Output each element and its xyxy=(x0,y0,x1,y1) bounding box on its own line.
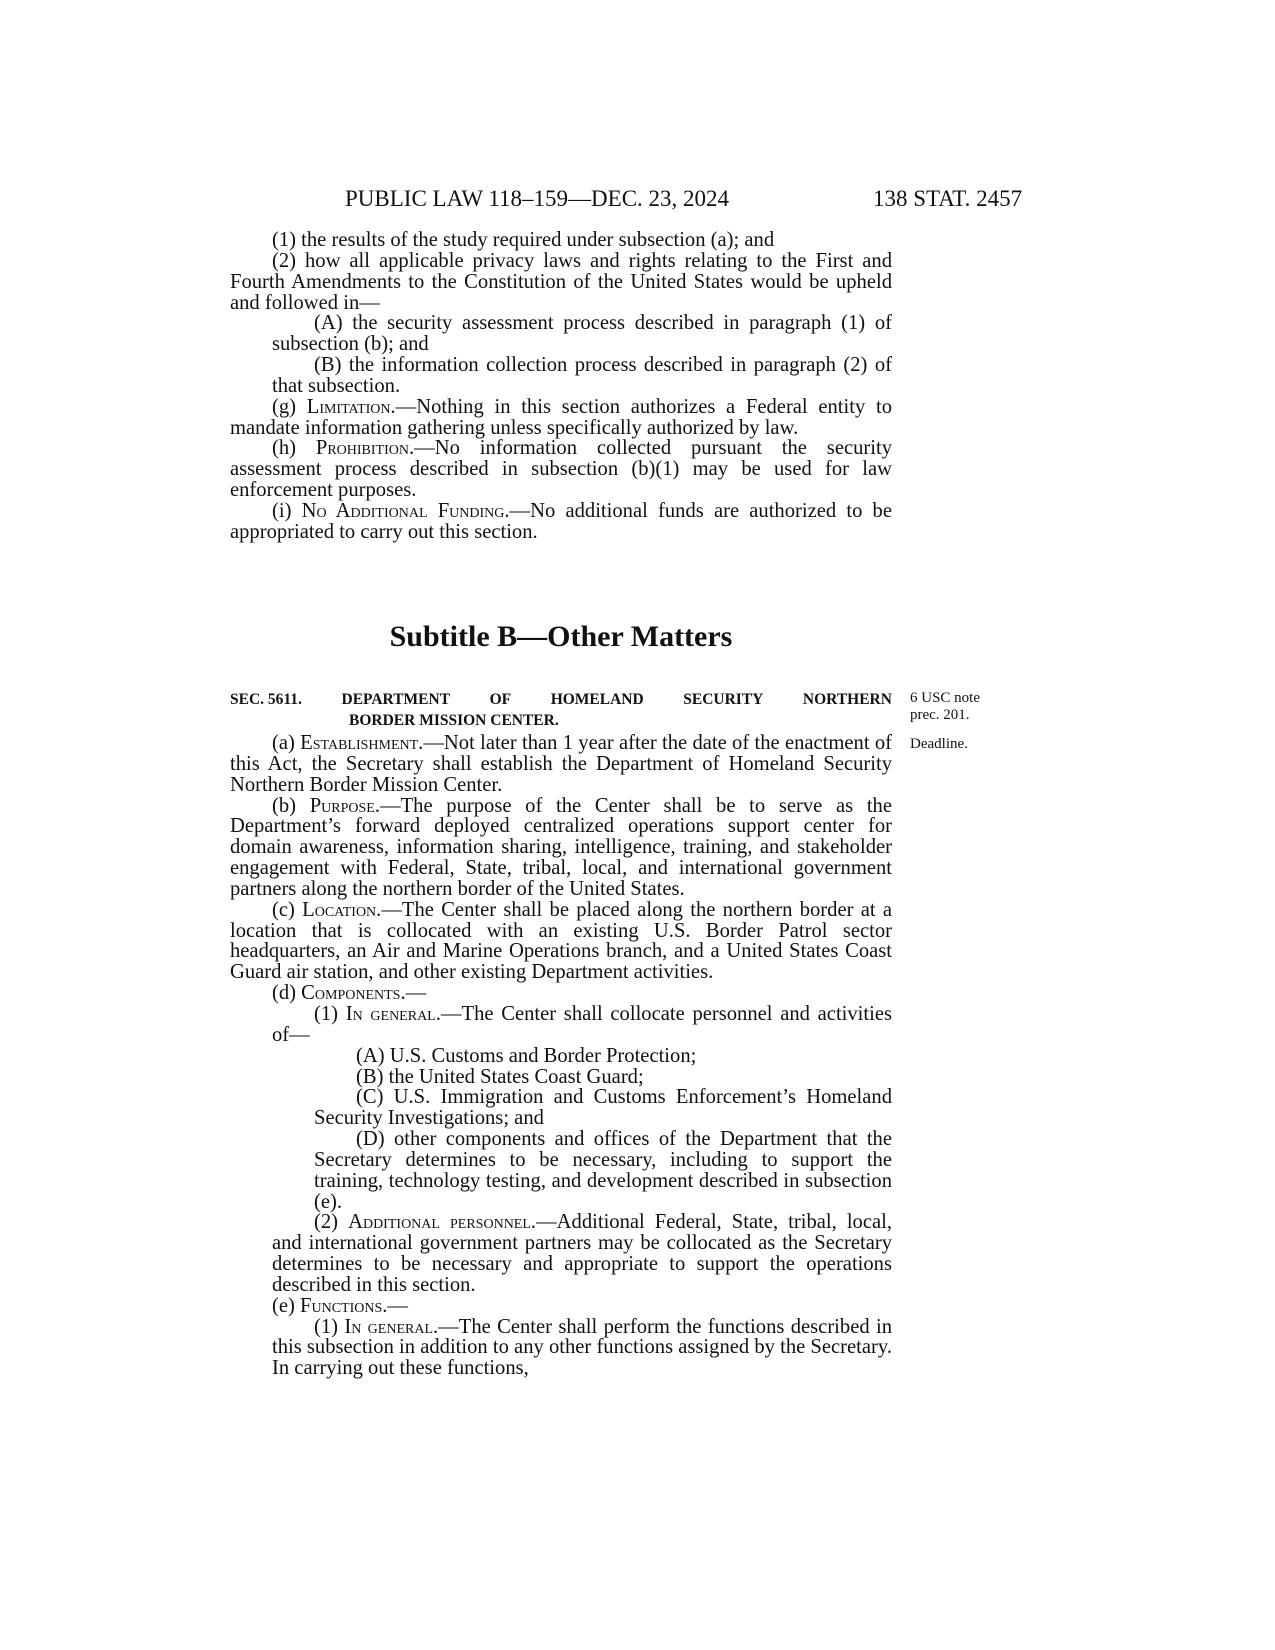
section-heading xyxy=(230,690,892,732)
paragraph-f2: (2) how all applicable privacy laws and rights relating to the First and Fourth Amendments to the Constitution of the United States would be upheld and followed in— xyxy=(230,249,892,314)
deadline-margin-note: Deadline. xyxy=(910,736,968,752)
section-title-word: NORTHERN xyxy=(802,691,892,708)
paragraph-heading: In general. xyxy=(344,1315,439,1338)
subsection-heading: Establishment. xyxy=(300,732,424,754)
paragraph-text: —The Center shall collocate personnel and activities of— xyxy=(272,1002,893,1046)
paragraph-heading: Additional personnel. xyxy=(348,1211,537,1234)
subparagraph-f-b: (B) the information collection process described in paragraph (2) of that subsection. xyxy=(272,354,892,397)
subsection-a xyxy=(230,733,892,796)
subsection-text: — xyxy=(387,1294,408,1317)
subsection-c xyxy=(230,900,892,983)
section-title-word: DEPARTMENT xyxy=(341,691,451,708)
section-body-text xyxy=(230,733,892,1379)
subsection-text: —No additional funds are authorized to be appropriated to carry out this section. xyxy=(230,499,892,543)
subsection-heading: Purpose. xyxy=(309,794,380,817)
subsection-d xyxy=(230,983,892,1004)
subsection-text: —Not later than 1 year after the date of the enactment of this Act, the Secretary shall establish the Department of Homeland Security Northern Border Mission Center. xyxy=(230,732,892,796)
subsection-heading: Prohibition. xyxy=(315,437,415,460)
subsection-text: —No information collected pursuant the security assessment process described in subsection (b)(1) may be used for law enforcement purposes. xyxy=(230,437,892,502)
section-number: SEC. 5611. xyxy=(230,691,302,708)
section-title-word: OF xyxy=(489,691,512,708)
subsection-g xyxy=(230,397,892,439)
subparagraph-d-c: (C) U.S. Immigration and Customs Enforcement’s Homeland Security Investigations; and xyxy=(314,1086,892,1130)
subsection-heading: No Additional Funding. xyxy=(301,499,510,522)
usc-note-line1: 6 USC note xyxy=(910,690,981,706)
subsection-b xyxy=(230,796,892,900)
paragraph-text: —The Center shall perform the functions described in this subsection in addition to any other functions assigned by the Secretary. In carrying out these functions, xyxy=(272,1315,892,1380)
subsection-number: (h) xyxy=(272,437,297,460)
section-title-word: HOMELAND xyxy=(550,691,644,708)
subtitle-heading: Subtitle B—Other Matters xyxy=(389,620,733,653)
section-title-word: SECURITY xyxy=(683,691,764,708)
subsection-number: (e) xyxy=(272,1294,295,1317)
paragraph-number: (1) xyxy=(314,1002,339,1025)
paragraph-number: (1) xyxy=(314,1315,339,1338)
subparagraph-f-a: (A) the security assessment process described in paragraph (1) of subsection (b); and xyxy=(272,312,892,356)
subsection-i xyxy=(230,501,892,543)
subsection-heading: Limitation. xyxy=(306,395,396,418)
subparagraph-d-a: (A) U.S. Customs and Border Protection; xyxy=(356,1044,697,1067)
subsection-number: (a) xyxy=(272,732,295,754)
page-header-stat: 138 STAT. 2457 xyxy=(873,186,1023,211)
subsection-number: (i) xyxy=(272,499,292,522)
section-heading-line1 xyxy=(230,690,892,711)
paragraph-f1: (1) the results of the study required under subsection (a); and xyxy=(272,229,775,251)
subsection-heading: Components. xyxy=(301,982,406,1005)
usc-margin-note xyxy=(910,690,980,724)
subsection-text: — xyxy=(405,982,427,1005)
paragraph-text: —Additional Federal, State, tribal, local, and international government partners may be collocated as the Secretary determines to be necessary and appropriate to support the operations described in this section. xyxy=(272,1211,893,1296)
top-section-text xyxy=(230,230,892,543)
subsection-number: (d) xyxy=(272,982,297,1005)
paragraph-d1 xyxy=(230,1004,892,1046)
subsection-h xyxy=(230,438,892,501)
subsection-number: (g) xyxy=(272,395,297,418)
subsection-number: (b) xyxy=(272,794,297,817)
subsection-heading: Functions. xyxy=(300,1294,388,1317)
section-heading-line2: BORDER MISSION CENTER. xyxy=(349,711,559,729)
subparagraph-d-b: (B) the United States Coast Guard; xyxy=(356,1065,644,1088)
subsection-text: —The Center shall be placed along the northern border at a location that is collocated with an existing U.S. Border Patrol sector headquarters, an Air and Marine Operations branch, and a United States Coast Guard air station, and other existing Department activities. xyxy=(230,898,893,984)
paragraph-e1 xyxy=(230,1317,892,1380)
subsection-heading: Location. xyxy=(302,898,382,921)
subsection-text: —Nothing in this section authorizes a Federal entity to mandate information gathering unless specifically authorized by law. xyxy=(230,395,892,439)
subparagraph-d-d: (D) other components and offices of the Department that the Secretary determines to be necessary, including to support the training, technology testing, and development described in subsection (e). xyxy=(314,1128,892,1213)
subsection-number: (c) xyxy=(272,898,295,921)
usc-note-line2: prec. 201. xyxy=(910,707,970,723)
paragraph-d2 xyxy=(230,1212,892,1295)
paragraph-number: (2) xyxy=(314,1211,339,1234)
paragraph-heading: In general. xyxy=(345,1002,441,1025)
subsection-text: —The purpose of the Center shall be to serve as the Department’s forward deployed centralized operations support center for domain awareness, information sharing, intelligence, training, and stakeholder engagement with Federal, State, tribal, local, and international government partners along the northern border of the United States. xyxy=(230,794,892,900)
page-header-law: PUBLIC LAW 118–159—DEC. 23, 2024 xyxy=(345,186,730,211)
subsection-e xyxy=(230,1296,892,1317)
